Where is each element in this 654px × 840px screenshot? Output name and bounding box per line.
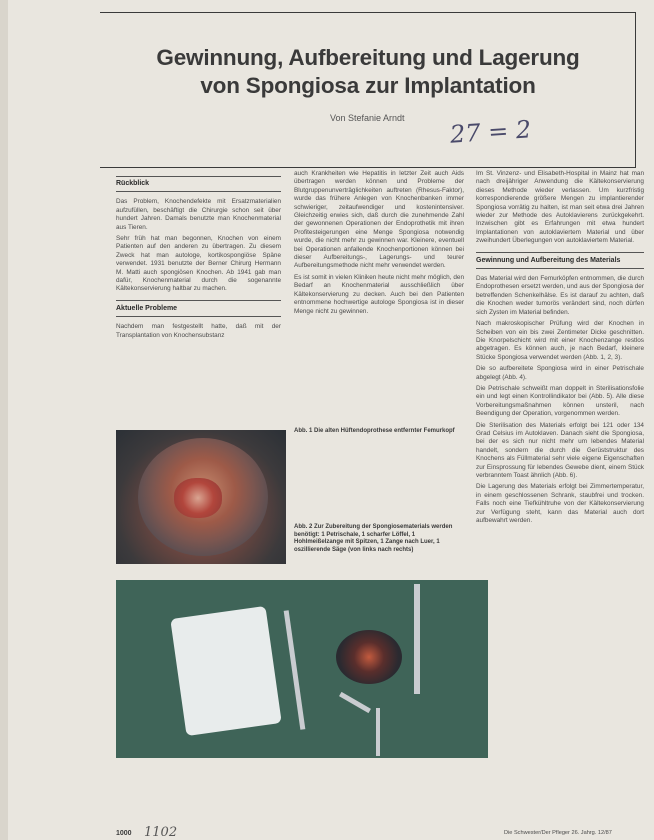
figure-caption-2: Abb. 2 Zur Zubereitung der Spongiosematerials werden benötigt: 1 Petrischale, 1 scharfer Löffel, 1 Hohlmeißelzange mit Spitzen, 1 Zange nach Luer, 1 oszillierende Säge (von links nach rechts) [294, 524, 453, 553]
paragraph: Es ist somit in vielen Kliniken heute nicht mehr möglich, den Bedarf an Knochenmaterial ausschließlich über Kältekonservierung zu decken. Auch bei den Patienten entnommene hochwertige autologe Spongiosa ist in dieser Menge nicht zu gewinnen. [294, 273, 464, 315]
paragraph: Das Problem, Knochendefekte mit Ersatzmaterialien aufzufüllen, beschäftigt die Chirurgie schon seit über hundert Jahren. Damals benutzte man Knochenmaterial aus Tieren. [116, 198, 281, 231]
gauze-cloth [170, 606, 281, 736]
heading-gewinnung: Gewinnung und Aufbereitung des Materials [476, 256, 621, 264]
heading-rueckblick: Rückblick [116, 180, 150, 187]
femoral-head [174, 478, 222, 518]
title-line-2: von Spongiosa zur Implantation [200, 73, 536, 98]
petri-dish [336, 630, 402, 684]
rongeur-instrument [376, 708, 380, 756]
column-1 [116, 180, 281, 343]
saw-instrument [414, 584, 420, 694]
figure-caption-1: Abb. 1 Die alten Hüftendoprothese entfernter Femurkopf [294, 428, 455, 434]
paragraph: Sehr früh hat man begonnen, Knochen von einem Patienten auf den anderen zu übertragen. Zu diesem Zweck hat man autologe, kortikospongiöse Späne verwendet. 1931 benutzte der Berner Chirurg Hermann M. Matti auch spongiösen Knochen. Ab 1941 gab man dafür, Knochenmaterial durch die sogenannte Kältekonservierung haltbar zu machen. [116, 235, 281, 293]
rule [476, 268, 644, 269]
paragraph: Die Sterilisation des Materials erfolgt bei 121 oder 134 Grad Celsius im Autoklaven. Danach sieht die Spongiosa, bei der es sich nur nicht mehr um lebendes Material handelt, sondern die durch die Gerüststruktur des Knochens als Füllmaterial sehr viele eigene Eigenschaften zur Einsprossung für lebendes Gewebe dient, einem Stück verbranntem Toast ähnlich (Abb. 6). [476, 421, 644, 479]
paragraph: Die so aufbereitete Spongiosa wird in einer Petrischale abgelegt (Abb. 4). [476, 365, 644, 381]
figure-2-photo [116, 580, 488, 758]
column-3 [476, 170, 644, 528]
column-2 [294, 170, 464, 319]
journal-footer: Die Schwester/Der Pfleger 26. Jahrg. 12/87 [504, 830, 612, 836]
rule [116, 316, 281, 317]
rule [116, 300, 281, 301]
paragraph: Die Petrischale schweißt man doppelt in Sterilisationsfolie ein und legt einen Kontrollindikator bei (Abb. 5). Alle diese Vorbereitungsmaßnahmen können unsteril, nach Beendigung der Operation, vorgenommen werden. [476, 384, 644, 418]
page-edge [0, 0, 8, 840]
figure-1-photo [116, 430, 286, 564]
paragraph: Die Lagerung des Materials erfolgt bei Zimmertemperatur, in einem geschlossenen Schrank, staubfrei und trocken. Falls noch eine Tiefkühltruhe von der Kältekonservierung zur Verfügung steht, kann das Material auch dort aufbewahrt werden. [476, 483, 644, 525]
handwritten-note: 27 = 2 [449, 115, 533, 149]
paragraph: auch Krankheiten wie Hepatitis in letzter Zeit auch Aids übertragen werden können und Probleme der Blutgruppenunverträglichkeiten auftreten (Rhesus-Faktor), wurde das frühere Anlegen von Knochenbanken immer schwieriger, zeitaufwendiger und kostenintensiver. Gleichzeitig erwies sich, daß durch die zunehmende Zahl der gewonnenen Operationen der Endoprothetik mit ihren Profitesteigerungen eine Menge Spongiosa notwendig wurde, die nicht mehr zu gewinnen war. Kleinere, eventuell bei Operationen anfallende Knochenportionen können bei dieser Aufbereitungs-, Lagerungs- und teurer Aufbereitungsmethode nicht mehr verwendet werden. [294, 170, 464, 270]
paragraph: Im St. Vinzenz- und Elisabeth-Hospital in Mainz hat man nach dreijähriger Anwendung die Kältekonservierung dieses Methode wieder verlassen. Um kurzfristig korrespondierende größere Mengen zu implantierender Spongiosa vorrätig zu halten, ist man seit etwa drei Jahren wieder zur Methode des Autoklavierens zurückgekehrt. Inzwischen gibt es Erfahrungen mit etwa hundert Implantationen von autoklaviertem Material und über zweihundert Überlegungen von autoklaviertem Material. [476, 170, 644, 245]
rule-top-col1 [116, 176, 281, 177]
scalpel-instrument [284, 610, 306, 730]
paragraph: Nachdem man festgestellt hatte, daß mit der Transplantation von Knochensubstanz [116, 323, 281, 339]
heading-aktuelle-probleme: Aktuelle Probleme [116, 304, 178, 312]
rule [476, 252, 644, 253]
article-title [118, 44, 618, 100]
rule [116, 191, 281, 192]
title-line-1: Gewinnung, Aufbereitung und Lagerung [156, 45, 580, 70]
author-byline: Von Stefanie Arndt [330, 113, 405, 123]
handwritten-page-note: 1102 [144, 825, 178, 840]
page-number: 1000 [116, 830, 132, 837]
forceps-instrument [339, 692, 371, 713]
paragraph: Das Material wird den Femurköpfen entnommen, die durch Endoprothesen ersetzt werden, und aus der Spongiosa der betreffenden Schenkelhälse. Es ist darauf zu achten, daß die Knochen weder tumorös verändert sind, noch dürfen sich Zysten im Material befinden. [476, 275, 644, 316]
paragraph: Nach makroskopischer Prüfung wird der Knochen in Scheiben von ein bis zwei Zentimeter Dicke geschnitten. Die Knorpelschicht wird mit einer Knochenzange restlos abgetragen. Es können auch, je nach Bedarf, kleinere Stücke Spongiosa verwendet werden (Abb. 1, 2, 3). [476, 320, 644, 361]
